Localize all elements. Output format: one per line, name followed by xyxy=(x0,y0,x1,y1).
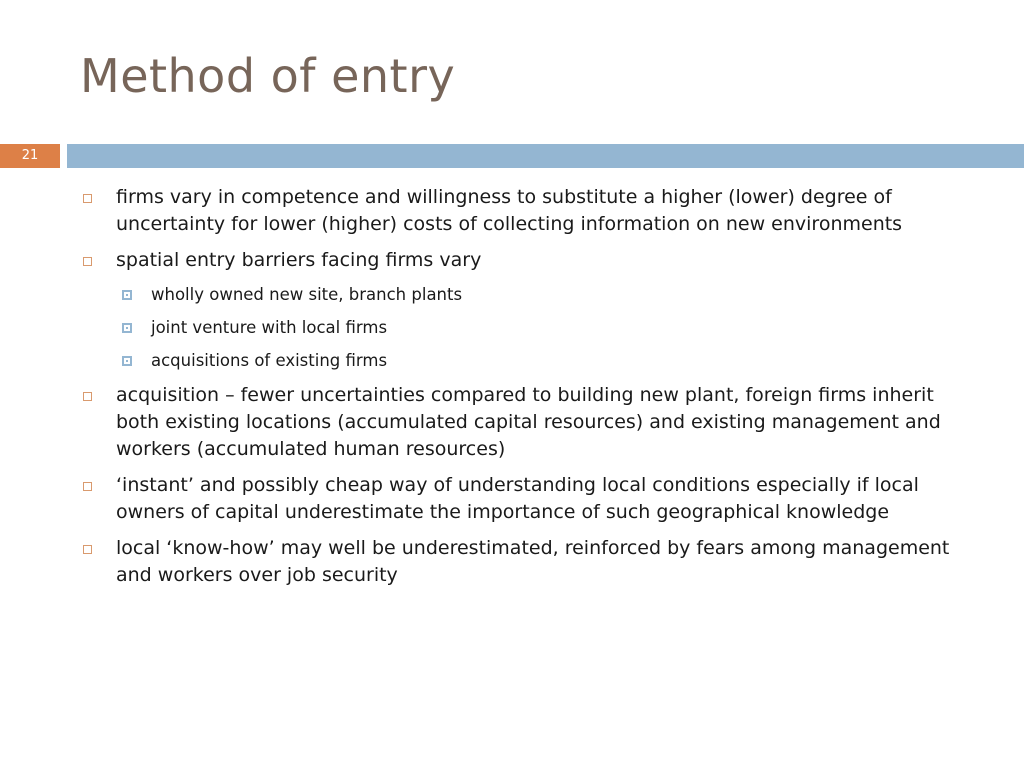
square-bullet-icon xyxy=(83,194,92,203)
sub-bullet-item xyxy=(0,349,1024,373)
filled-square-bullet-icon xyxy=(122,290,132,300)
bullet-item xyxy=(0,535,1024,589)
square-bullet-icon xyxy=(83,545,92,554)
bullet-text: acquisition – fewer uncertainties compared to building new plant, foreign firms inherit both existing locations (accumulated capital resources) and existing management and workers (accumulated human resources) xyxy=(116,384,941,460)
bullet-item xyxy=(0,382,1024,463)
sub-bullet-text: joint venture with local firms xyxy=(151,318,388,337)
bullet-item xyxy=(0,472,1024,526)
square-bullet-icon xyxy=(83,257,92,266)
square-bullet-icon xyxy=(83,482,92,491)
slide-number: 21 xyxy=(0,144,60,168)
sub-bullet-text: wholly owned new site, branch plants xyxy=(151,285,463,304)
square-bullet-icon xyxy=(83,392,92,401)
slide-content xyxy=(0,184,1024,598)
slide-title: Method of entry xyxy=(80,49,456,103)
bullet-text: spatial entry barriers facing firms vary xyxy=(116,249,482,271)
bullet-text: firms vary in competence and willingness to substitute a higher (lower) degree of uncertainty for lower (higher) costs of collecting information on new environments xyxy=(116,186,903,235)
bullet-item xyxy=(0,184,1024,238)
filled-square-bullet-icon xyxy=(122,356,132,366)
sub-bullet-item xyxy=(0,283,1024,307)
sub-bullet-list xyxy=(0,283,1024,373)
sub-bullet-text: acquisitions of existing firms xyxy=(151,351,388,370)
bullet-text: ‘instant’ and possibly cheap way of understanding local conditions especially if local owners of capital underestimate the importance of such geographical knowledge xyxy=(116,474,919,523)
filled-square-bullet-icon xyxy=(122,323,132,333)
sub-bullet-item xyxy=(0,316,1024,340)
bullet-item xyxy=(0,247,1024,274)
bullet-text: local ‘know-how’ may well be underestimated, reinforced by fears among management and workers over job security xyxy=(116,537,950,586)
header-bar xyxy=(67,144,1024,168)
